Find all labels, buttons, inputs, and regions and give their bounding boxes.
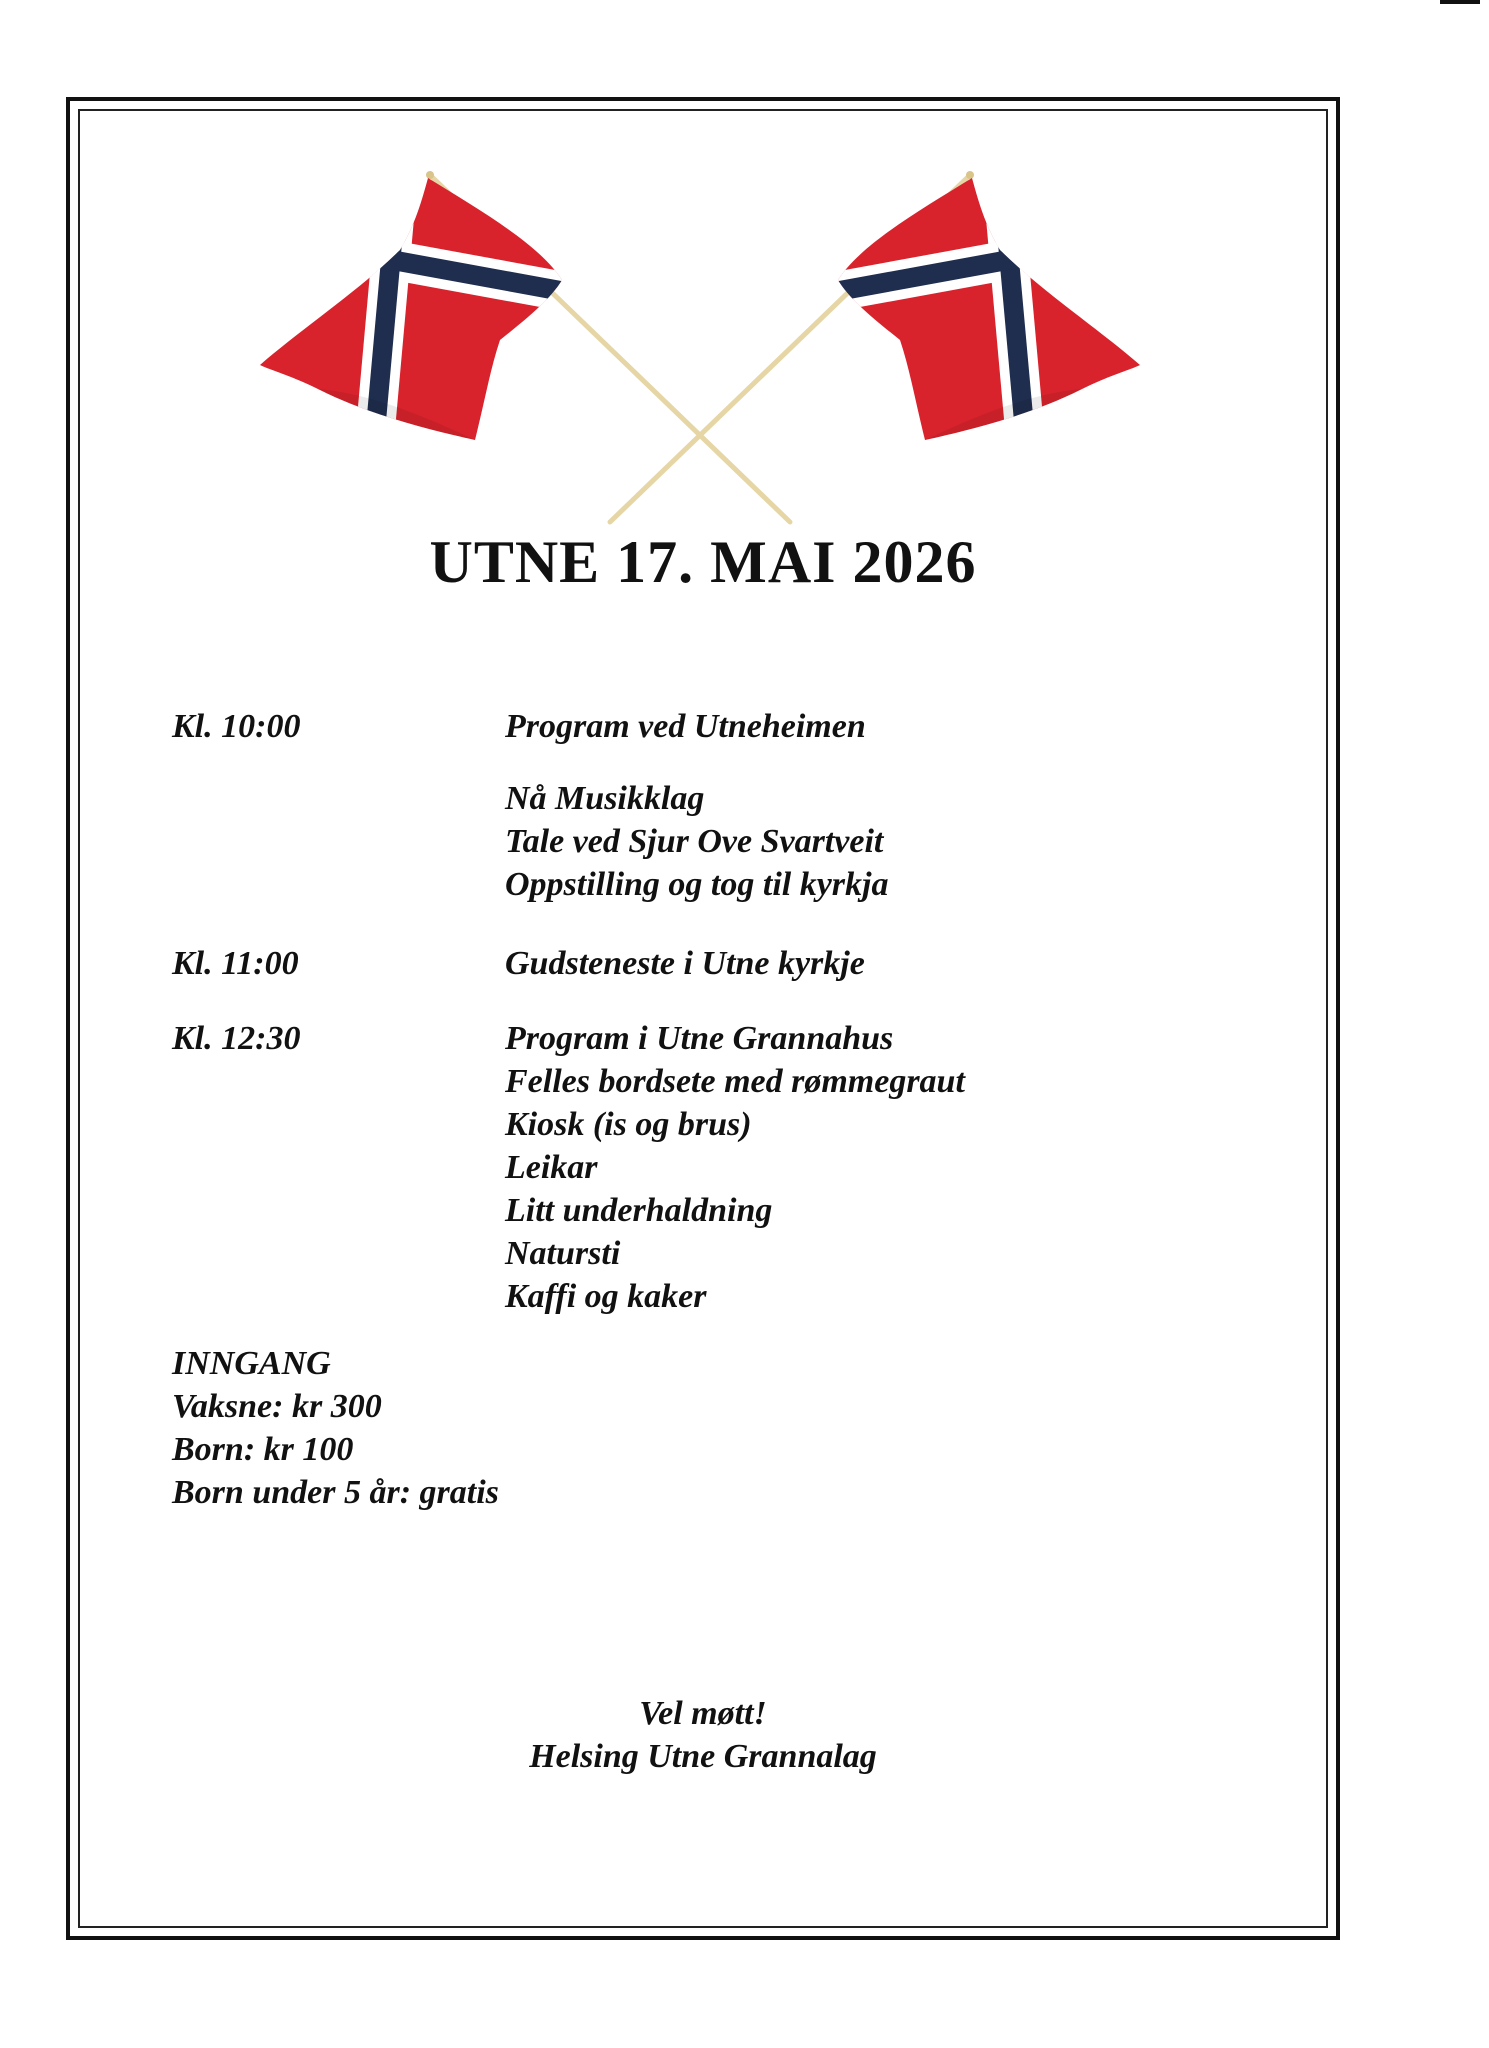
schedule-item: Tale ved Sjur Ove Svartveit [505,823,884,860]
schedule-item: Kiosk (is og brus) [505,1106,752,1143]
closing-signature: Helsing Utne Grannalag [529,1738,877,1775]
schedule-item: Nå Musikklag [505,780,705,817]
schedule-block-2 [505,777,888,906]
left-norwegian-flag [250,170,611,478]
schedule-time-4: Kl. 12:30 [172,1020,301,1057]
schedule-item: Kaffi og kaker [505,1278,707,1315]
right-norwegian-flag [789,170,1150,478]
schedule-item: Oppstilling og tog til kyrkja [505,866,889,903]
entry-fees [172,1342,499,1514]
entry-line: Vaksne: kr 300 [172,1388,382,1425]
entry-line: Born under 5 år: gratis [172,1474,499,1511]
page-title: UTNE 17. MAI 2026 [429,529,977,595]
schedule-item: Program i Utne Grannahus [505,1020,894,1057]
schedule-item: Natursti [505,1235,621,1272]
schedule-item: Gudsteneste i Utne kyrkje [505,945,865,982]
crossed-flags-illustration [250,170,1150,530]
schedule-item: Litt underhaldning [505,1192,773,1229]
schedule-time-1: Kl. 10:00 [172,708,301,745]
closing [0,1692,1406,1778]
schedule-item: Leikar [505,1149,598,1186]
entry-heading: INNGANG [172,1345,331,1382]
schedule-block-1 [505,705,866,748]
schedule-item: Felles bordsete med rømmegraut [505,1063,965,1100]
schedule-block-4 [505,1017,965,1318]
closing-greeting: Vel møtt! [639,1695,767,1732]
schedule-block-3 [505,942,865,985]
scan-edge-mark [1440,0,1480,4]
entry-line: Born: kr 100 [172,1431,354,1468]
schedule-time-3: Kl. 11:00 [172,945,299,982]
schedule-item: Program ved Utneheimen [505,708,866,745]
